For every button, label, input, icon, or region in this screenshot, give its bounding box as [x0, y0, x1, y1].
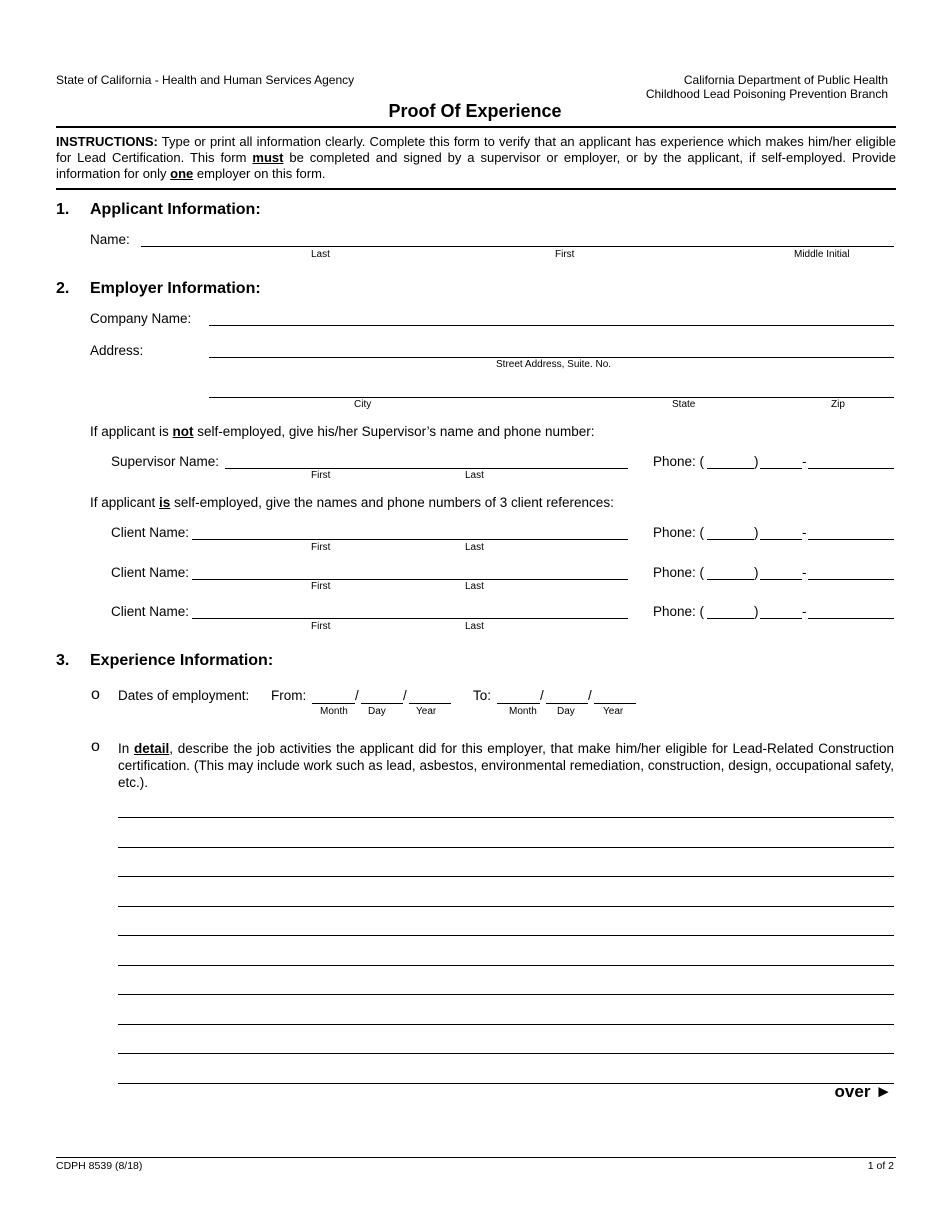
branch-name: Childhood Lead Poisoning Prevention Branch — [645, 87, 888, 101]
client-name-label: Client Name: — [111, 565, 190, 580]
date-slash: / — [403, 688, 407, 703]
sub-year: Year — [416, 706, 437, 717]
sub-last: Last — [465, 470, 484, 481]
client-1-phone-number-field[interactable] — [808, 539, 894, 540]
section-1-title: Applicant Information: — [90, 201, 261, 218]
client-name-label: Client Name: — [111, 604, 190, 619]
client-name-field-1[interactable] — [192, 539, 628, 540]
page-title: Proof Of Experience — [388, 101, 562, 121]
phone-dash: - — [802, 604, 807, 619]
footer-rule — [56, 1157, 896, 1158]
writing-line-8[interactable] — [118, 1024, 894, 1025]
sub-first: First — [311, 542, 331, 553]
section-3-title: Experience Information: — [90, 652, 274, 669]
sub-last: Last — [465, 542, 484, 553]
department-name: California Department of Public Health — [683, 73, 888, 87]
section-2-number: 2. — [56, 280, 70, 297]
over-arrow-label: over ► — [834, 1082, 892, 1101]
from-label: From: — [271, 688, 307, 703]
client-2-phone-number-field[interactable] — [808, 579, 894, 580]
client-2-area-code-field[interactable] — [707, 579, 754, 580]
applicant-name-field[interactable] — [141, 246, 894, 247]
from-month-field[interactable] — [312, 703, 355, 704]
sub-month: Month — [320, 706, 348, 717]
writing-line-10[interactable] — [118, 1083, 894, 1084]
not-self-employed-note: If applicant is not self-employed, give his/her Supervisor’s name and phone number: — [90, 424, 595, 439]
instructions-text-3: employer on this form. — [193, 166, 326, 181]
client-phone-label: Phone: ( — [653, 565, 705, 580]
date-slash: / — [588, 688, 592, 703]
client-phone-label: Phone: ( — [653, 604, 705, 619]
sub-last: Last — [465, 621, 484, 632]
sub-state: State — [672, 399, 696, 410]
writing-line-5[interactable] — [118, 935, 894, 936]
sub-month: Month — [509, 706, 537, 717]
sub-first: First — [311, 621, 331, 632]
sub-zip: Zip — [831, 399, 845, 410]
client-1-phone-prefix-field[interactable] — [760, 539, 802, 540]
from-day-field[interactable] — [361, 703, 403, 704]
client-phone-label: Phone: ( — [653, 525, 705, 540]
to-year-field[interactable] — [594, 703, 636, 704]
phone-paren-close: ) — [754, 454, 759, 469]
phone-dash: - — [802, 565, 807, 580]
supervisor-phone-prefix-field[interactable] — [760, 468, 802, 469]
writing-line-7[interactable] — [118, 994, 894, 995]
city-state-zip-field[interactable] — [209, 397, 894, 398]
date-slash: / — [355, 688, 359, 703]
client-name-field-3[interactable] — [192, 618, 628, 619]
to-label: To: — [473, 688, 492, 703]
applicant-name-label: Name: — [90, 232, 130, 247]
writing-line-4[interactable] — [118, 906, 894, 907]
client-2-phone-prefix-field[interactable] — [760, 579, 802, 580]
instructions-text-1: Type or print all information clearly. Complete this form to verify that an applicant has experience which makes him/her eligible for Lead Certification. This form — [56, 134, 896, 165]
sub-day: Day — [368, 706, 386, 717]
agency-name: State of California - Health and Human Services Agency — [56, 73, 355, 87]
from-year-field[interactable] — [409, 703, 451, 704]
phone-paren-close: ) — [754, 525, 759, 540]
instructions — [56, 134, 896, 182]
sub-city: City — [354, 399, 372, 410]
bullet-icon: o — [91, 686, 100, 703]
section-2-title: Employer Information: — [90, 280, 261, 297]
client-3-phone-prefix-field[interactable] — [760, 618, 802, 619]
supervisor-phone-number-field[interactable] — [808, 468, 894, 469]
client-3-phone-number-field[interactable] — [808, 618, 894, 619]
client-name-field-2[interactable] — [192, 579, 628, 580]
writing-line-2[interactable] — [118, 847, 894, 848]
company-name-label: Company Name: — [90, 311, 192, 326]
self-employed-note: If applicant is self-employed, give the names and phone numbers of 3 client references: — [90, 495, 614, 510]
phone-dash: - — [802, 525, 807, 540]
sub-first: First — [311, 470, 331, 481]
supervisor-name-label: Supervisor Name: — [111, 454, 220, 469]
supervisor-phone-label: Phone: ( — [653, 454, 705, 469]
street-address-field[interactable] — [209, 357, 894, 358]
page-number: 1 of 2 — [867, 1160, 894, 1172]
section-1-number: 1. — [56, 201, 70, 218]
client-1-area-code-field[interactable] — [707, 539, 754, 540]
form-id: CDPH 8539 (8/18) — [56, 1160, 143, 1172]
writing-line-9[interactable] — [118, 1053, 894, 1054]
address-label: Address: — [90, 343, 144, 358]
dates-of-employment-label: Dates of employment: — [118, 688, 250, 703]
instructions-text-2: be completed and signed by a supervisor or employer, or by the applicant, if self-employed. Provide information for only — [56, 150, 896, 181]
writing-line-6[interactable] — [118, 965, 894, 966]
sub-last: Last — [311, 249, 330, 260]
sub-middle-initial: Middle Initial — [794, 249, 850, 260]
date-slash: / — [540, 688, 544, 703]
instructions-one: one — [170, 166, 194, 181]
phone-paren-close: ) — [754, 565, 759, 580]
bullet-icon: o — [91, 738, 100, 755]
supervisor-name-field[interactable] — [225, 468, 628, 469]
sub-year: Year — [603, 706, 624, 717]
client-3-area-code-field[interactable] — [707, 618, 754, 619]
sub-first: First — [555, 249, 575, 260]
instructions-label: INSTRUCTIONS: — [56, 134, 158, 149]
section-3-number: 3. — [56, 652, 70, 669]
writing-line-1[interactable] — [118, 817, 894, 818]
sub-day: Day — [557, 706, 575, 717]
sub-street-address: Street Address, Suite. No. — [496, 359, 612, 370]
phone-paren-close: ) — [754, 604, 759, 619]
instructions-must: must — [252, 150, 284, 165]
client-name-label: Client Name: — [111, 525, 190, 540]
writing-line-3[interactable] — [118, 876, 894, 877]
to-day-field[interactable] — [546, 703, 588, 704]
sub-last: Last — [465, 581, 484, 592]
company-name-field[interactable] — [209, 325, 894, 326]
rule-top — [56, 126, 896, 128]
detail-instructions: In detail, describe the job activities the applicant did for this employer, that make him/her eligible for Lead-Related Construction certification. (This may include work such as lead, asbestos, environmental remediation, construction, design, occupational safety, etc.). — [118, 741, 895, 790]
supervisor-area-code-field[interactable] — [707, 468, 754, 469]
rule-below-instructions — [56, 188, 896, 190]
sub-first: First — [311, 581, 331, 592]
to-month-field[interactable] — [497, 703, 540, 704]
phone-dash: - — [802, 454, 807, 469]
